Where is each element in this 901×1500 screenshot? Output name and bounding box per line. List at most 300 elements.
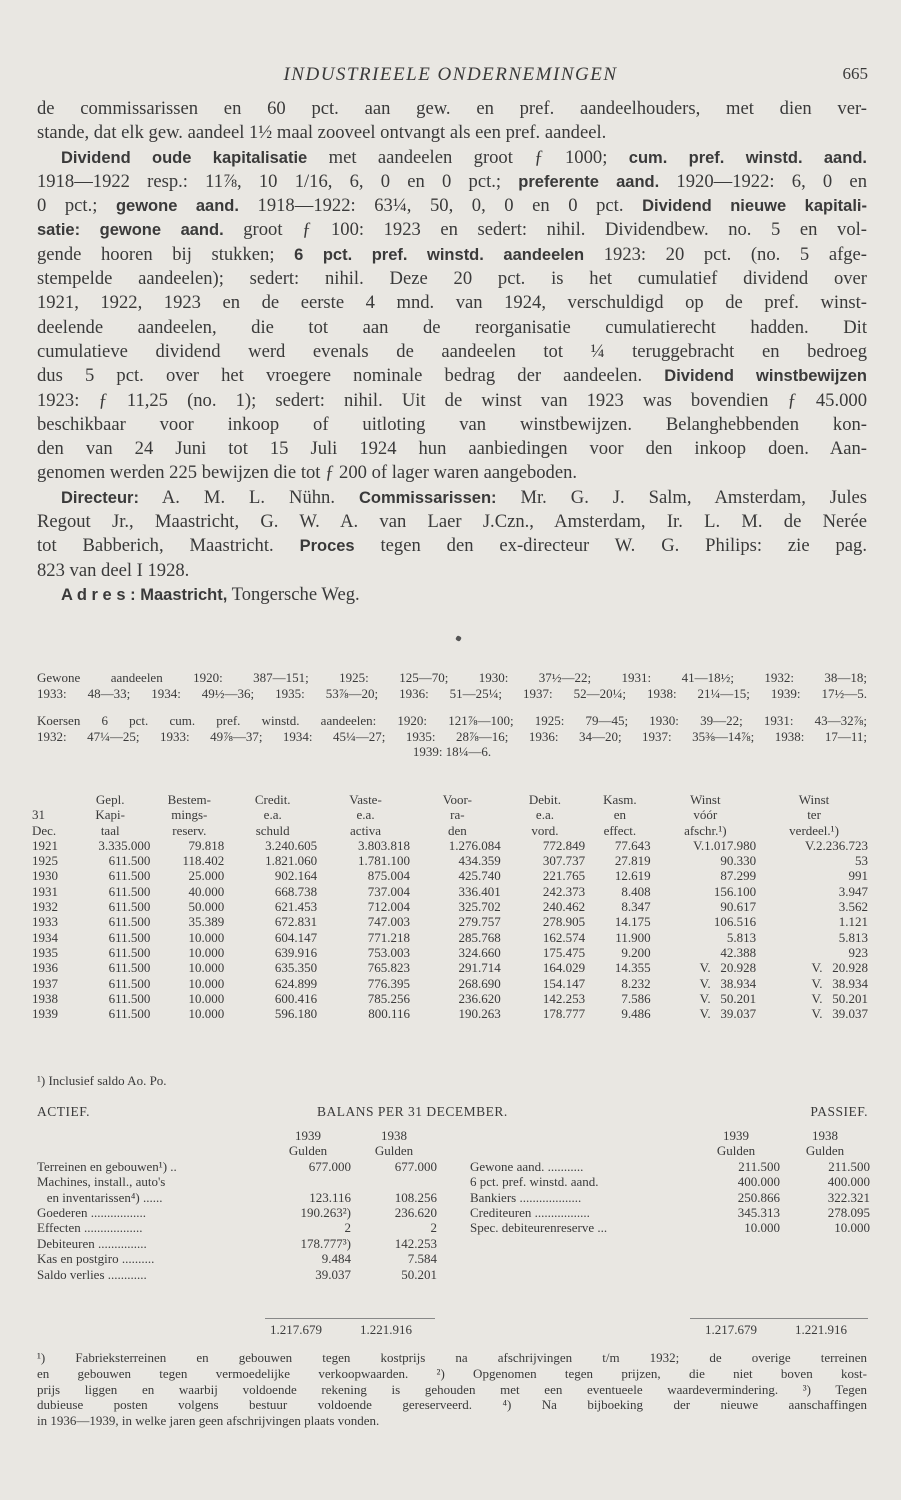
value-cell: V.1.017.980 (693, 837, 757, 853)
value-cell: 425.740 (458, 868, 501, 884)
value-cell: 672.831 (274, 914, 318, 930)
value-cell: 11.900 (615, 929, 651, 945)
table-row (30, 838, 870, 853)
value-cell: 611.500 (108, 944, 151, 960)
text-run: stande, dat elk gew. aandeel 1½ maal zooveel ontvangt als een pref. aandeel. (37, 122, 607, 144)
text-run: A. M. L. Nühn. (138, 486, 359, 508)
balance-row (37, 1267, 437, 1282)
year-cell: 1936 (32, 960, 58, 976)
value-cell: 772.849 (542, 837, 586, 853)
actief-total-1939: 1.217.679 (270, 1322, 322, 1337)
bold-term: gewone aand. (115, 197, 239, 216)
balance-row (37, 1236, 437, 1251)
value-cell: V. 20.928 (699, 960, 757, 976)
passief-total-rule (690, 1318, 868, 1319)
value-1938 (351, 1174, 437, 1189)
value-cell: 611.500 (108, 929, 151, 945)
unit-label: Gulden (374, 1143, 414, 1159)
value-cell: 639.916 (274, 944, 318, 960)
column-header: ter (807, 807, 821, 823)
column-header: schuld (255, 822, 290, 838)
text-line (37, 413, 867, 437)
value-cell: 279.757 (458, 914, 501, 930)
balance-actief (37, 1128, 437, 1282)
balance-row (37, 1205, 437, 1220)
page-header (0, 64, 901, 88)
year-cell: 1935 (32, 944, 58, 960)
text-line (37, 461, 867, 485)
value-cell: 156.100 (713, 883, 757, 899)
text-line (37, 340, 867, 364)
text-line (37, 364, 867, 388)
value-cell: V. 38.934 (699, 975, 757, 991)
text-line (37, 486, 867, 510)
value-cell: 25.000 (188, 868, 225, 884)
footnote-line: dubieuse posten volgens bestuur voldoende gereserveerd. ⁴) Na bijboeking der nieuwe aanschaffingen (37, 1397, 867, 1413)
text-run: beschikbaar voor inkoop of uitloting van winstbewijzen. Belanghebbenden kon- (37, 413, 867, 435)
column-header: ra- (450, 807, 465, 823)
text-line (37, 218, 867, 242)
text-line (37, 534, 867, 558)
value-cell: 87.299 (720, 868, 757, 884)
value-cell: 178.777 (542, 1006, 586, 1022)
value-cell: 10.000 (188, 929, 225, 945)
value-cell: 9.200 (621, 944, 651, 960)
value-cell: 14.175 (614, 914, 651, 930)
balance-row (470, 1174, 870, 1189)
text-run: Regout Jr., Maastricht, G. W. A. van Laer J.Czn., Amsterdam, Ir. L. M. de Nerée (37, 511, 867, 533)
value-cell: 42.388 (720, 944, 757, 960)
column-header: effect. (603, 822, 637, 838)
value-cell: 90.617 (720, 899, 757, 915)
actief-year-row (37, 1128, 437, 1143)
table-row (30, 930, 870, 945)
value-cell: 77.643 (614, 837, 651, 853)
year-1938: 1938 (812, 1128, 838, 1143)
value-cell: 611.500 (108, 868, 151, 884)
unit-label: Gulden (288, 1143, 328, 1159)
value-cell: V.2.236.723 (805, 837, 868, 853)
year-1939: 1939 (295, 1128, 321, 1143)
text-run: de commissarissen en 60 pct. aan gew. en pref. aandeelhouders, met dien ver- (37, 98, 867, 119)
text-run: 1921, 1922, 1923 en de eerste 4 mnd. van 1924, verschuldigd op de pref. winst- (37, 292, 867, 314)
value-cell: 221.765 (542, 868, 586, 884)
column-header (30, 792, 68, 807)
balance-item-label: 6 pct. pref. winstd. aand. (470, 1174, 599, 1190)
value-cell: V. 50.201 (699, 990, 757, 1006)
actief-unit-row (37, 1143, 437, 1158)
text-run: 1918—1922 resp.: 11⅞, 10 1/16, 6, 0 en 0 pct.; (37, 170, 519, 192)
table-row (30, 899, 870, 914)
value-cell: 611.500 (108, 899, 151, 915)
header-row (30, 807, 870, 822)
text-run: Tongersche Weg. (227, 583, 360, 605)
text-line (37, 389, 867, 413)
column-header: Credit. (254, 792, 291, 807)
balance-row (470, 1220, 870, 1235)
text-run: 1923: ƒ 11,25 (no. 1); sedert: nihil. Uit de winst van 1923 was bovendien ƒ 45.000 (37, 389, 867, 411)
balance-row (37, 1190, 437, 1205)
value-cell: 190.263 (458, 1006, 501, 1022)
column-header: Voor- (442, 792, 472, 807)
column-header: vord. (531, 822, 559, 838)
footnote-line: ¹) Fabrieksterreinen en gebouwen tegen kostprijs na afschrijvingen t/m 1932; de overige terreinen (37, 1350, 867, 1365)
year-cell: 1938 (32, 990, 58, 1006)
value-cell: 10.000 (188, 1006, 225, 1022)
value-cell: 3.335.000 (98, 837, 151, 853)
column-header: Gepl. (95, 792, 125, 807)
blank-cell (37, 1143, 265, 1158)
value-1939: 190.263²) (300, 1205, 351, 1221)
value-cell: 712.004 (367, 899, 410, 915)
blank-cell (37, 1128, 265, 1143)
value-cell: 240.462 (542, 899, 586, 915)
value-cell: 771.218 (367, 929, 410, 945)
footnote-line: en gebouwen tegen vermoedelijke verkoopwaarden. ²) Opgenomen tegen prijzen, die niet boven kost- (37, 1365, 867, 1381)
value-cell: 242.373 (542, 883, 586, 899)
balance-item-label: Machines, install., auto's (37, 1174, 166, 1190)
value-cell: 611.500 (108, 853, 151, 869)
value-cell: 268.690 (458, 975, 501, 991)
value-1939: 123.116 (309, 1189, 351, 1205)
text-run: genomen werden 225 bewijzen die tot ƒ 200 of lager waren aangeboden. (37, 462, 578, 484)
value-cell: 611.500 (108, 914, 151, 930)
actief-total-1938: 1.221.916 (360, 1322, 412, 1337)
value-cell: 79.818 (188, 837, 225, 853)
value-1938: 10.000 (834, 1220, 870, 1236)
value-1939: 400.000 (737, 1174, 780, 1190)
balance-item-label: Goederen ................. (37, 1205, 147, 1221)
value-cell: 624.899 (274, 975, 318, 991)
balance-row (470, 1190, 870, 1205)
bold-term: Proces (299, 537, 355, 556)
value-cell: 53 (855, 853, 868, 869)
passief-total-1938: 1.221.916 (795, 1322, 847, 1337)
year-cell: 1937 (32, 975, 58, 991)
bold-term: satie: gewone aand. (37, 221, 224, 240)
table-row (30, 884, 870, 899)
value-cell: 12.619 (614, 868, 651, 884)
passief-year-row (470, 1128, 870, 1143)
value-cell: 1.821.060 (265, 853, 318, 869)
column-header: afschr.¹) (684, 822, 727, 838)
value-cell: 10.000 (188, 960, 225, 976)
table-row (30, 976, 870, 991)
value-cell: 236.620 (458, 990, 501, 1006)
value-1938: 236.620 (394, 1205, 437, 1221)
bold-term: Maastricht, (140, 585, 228, 604)
balance-item-label: Gewone aand. ........... (470, 1158, 584, 1174)
value-cell: 291.714 (458, 960, 501, 976)
balance-item-label: Crediteuren ................. (470, 1205, 590, 1221)
balance-header (0, 1104, 901, 1120)
balance-row (470, 1205, 870, 1220)
text-run: gende hooren bij stukken; (37, 243, 295, 265)
column-header: Winst (798, 792, 830, 807)
value-cell: 596.180 (274, 1006, 318, 1022)
value-1938: 400.000 (827, 1174, 870, 1190)
value-cell: 10.000 (188, 990, 225, 1006)
share-prices-preferred (37, 713, 867, 760)
value-cell: 3.240.605 (265, 837, 318, 853)
bold-term: Directeur: (61, 488, 139, 507)
passief-total-1939: 1.217.679 (705, 1322, 757, 1337)
text-run: cumulatieve dividend werd evenals de aandeelen tot ¼ teruggebracht en bedroeg (37, 340, 867, 362)
value-1938: 108.256 (394, 1189, 437, 1205)
year-cell: 1930 (32, 868, 58, 884)
value-cell: 800.116 (368, 1006, 410, 1022)
value-cell: 164.029 (542, 960, 586, 976)
passief-unit-row (470, 1143, 870, 1158)
table-row (30, 1006, 870, 1021)
column-header: den (447, 822, 467, 838)
value-1939: 39.037 (315, 1266, 351, 1282)
value-cell: V. 39.037 (699, 1006, 757, 1022)
actief-total-rule (265, 1318, 435, 1319)
value-cell: 611.500 (108, 975, 151, 991)
text-line (37, 316, 867, 340)
value-cell: V. 50.201 (811, 990, 868, 1006)
value-1938: 2 (430, 1220, 437, 1236)
value-cell: V. 39.037 (811, 1006, 868, 1022)
balance-title: BALANS PER 31 DECEMBER. (317, 1104, 508, 1119)
value-cell: 336.401 (458, 883, 501, 899)
footnote-line: in 1936—1939, in welke jaren geen afschrijvingen plaats vonden. (37, 1413, 380, 1429)
value-cell: 668.738 (274, 883, 318, 899)
value-cell: 50.000 (188, 899, 225, 915)
value-cell: 3.947 (838, 883, 868, 899)
value-cell: 765.823 (367, 960, 410, 976)
value-cell: 9.486 (621, 1006, 651, 1022)
column-header: e.a. (263, 807, 282, 823)
value-cell: 621.453 (274, 899, 318, 915)
value-cell: 1.276.084 (448, 837, 501, 853)
column-header: vóór (693, 807, 718, 823)
unit-label: Gulden (716, 1143, 756, 1159)
value-cell: 10.000 (188, 975, 225, 991)
value-1939: 178.777³) (300, 1235, 351, 1251)
value-cell: 278.905 (542, 914, 586, 930)
value-cell: 776.395 (367, 975, 410, 991)
balance-row (37, 1220, 437, 1235)
table-row (30, 868, 870, 883)
balance-item-label: Kas en postgiro .......... (37, 1251, 155, 1267)
value-cell: 118.402 (182, 853, 225, 869)
value-cell: V. 38.934 (811, 975, 868, 991)
value-cell: 10.000 (188, 944, 225, 960)
column-header: Debit. (528, 792, 562, 807)
company-description (37, 97, 867, 607)
bold-term: Commissarissen: (358, 488, 497, 507)
value-cell: 875.004 (367, 868, 410, 884)
value-cell: 90.330 (720, 853, 757, 869)
value-cell: 324.660 (458, 944, 501, 960)
price-line: 1933: 48—33; 1934: 49½—36; 1935: 53⅞—20; 1936: 51—25¼; 1937: 52—20¼; 1938: 21¼—15; 1939: 17½—5. (37, 685, 867, 701)
financial-table (30, 792, 870, 1021)
column-header: Kapi- (95, 807, 125, 823)
year-cell: 1932 (32, 899, 58, 915)
value-1938: 142.253 (394, 1235, 437, 1251)
table-row (30, 991, 870, 1006)
column-header: 31 (32, 807, 45, 823)
balance-item-label: en inventarissen⁴) ...... (37, 1189, 163, 1205)
column-header: e.a. (535, 807, 554, 823)
value-cell: 600.416 (274, 990, 318, 1006)
value-cell: 325.702 (458, 899, 501, 915)
balance-item-label: Bankiers ................... (470, 1189, 582, 1205)
balance-item-label: Terreinen en gebouwen¹) .. (37, 1158, 177, 1174)
value-cell: 635.350 (274, 960, 318, 976)
value-1938: 211.500 (828, 1158, 870, 1174)
year-1939: 1939 (723, 1128, 749, 1143)
blank-cell (470, 1128, 692, 1143)
text-run: stempelde aandeelen); sedert: nihil. Deze 20 pct. is het cumulatief dividend over (37, 268, 867, 290)
bold-term: Dividend winstbewijzen (664, 367, 867, 386)
share-prices-common (37, 670, 867, 701)
value-cell: 8.347 (621, 899, 651, 915)
value-1938: 677.000 (394, 1158, 437, 1174)
column-header: Dec. (32, 822, 57, 838)
value-cell: 106.516 (713, 914, 757, 930)
column-header: activa (350, 822, 382, 838)
value-cell: 747.003 (367, 914, 410, 930)
column-header: e.a. (356, 807, 375, 823)
value-1939: 677.000 (308, 1158, 351, 1174)
column-header: Kasm. (603, 792, 637, 807)
value-cell: 753.003 (367, 944, 410, 960)
value-cell: 604.147 (274, 929, 318, 945)
value-cell: 162.574 (542, 929, 586, 945)
value-1939: 2 (344, 1220, 351, 1236)
balance-item-label: Spec. debiteurenreserve ... (470, 1220, 608, 1236)
text-run: tegen den ex-directeur W. G. Philips: zie pag. (354, 535, 867, 557)
column-header: en (613, 807, 626, 823)
value-cell: 5.813 (838, 929, 868, 945)
running-title: INDUSTRIEELE ONDERNEMINGEN (283, 64, 618, 85)
text-run: den van 24 Juni tot 15 Juli 1924 hun aanbiedingen voor den inkoop doen. Aan- (37, 438, 867, 460)
page-number: 665 (842, 64, 868, 83)
balance-footnotes (37, 1350, 867, 1429)
column-header: reserv. (172, 822, 207, 838)
text-line (37, 267, 867, 291)
column-header: Bestem- (167, 792, 211, 807)
year-cell: 1921 (32, 837, 58, 853)
value-cell: 1.121 (838, 914, 868, 930)
text-run: met aandeelen groot ƒ 1000; (307, 146, 629, 168)
value-1938: 322.321 (827, 1189, 870, 1205)
actief-label: ACTIEF. (37, 1104, 91, 1119)
table-row (30, 945, 870, 960)
value-cell: 1.781.100 (357, 853, 410, 869)
value-cell: V. 20.928 (811, 960, 868, 976)
text-line (37, 194, 867, 218)
text-line (37, 583, 867, 607)
bold-term: Dividend nieuwe kapitali- (642, 197, 867, 216)
value-cell: 307.737 (542, 853, 586, 869)
header-row (30, 792, 870, 807)
value-cell: 175.475 (542, 944, 586, 960)
value-1939 (265, 1174, 351, 1189)
price-line: Gewone aandeelen 1920: 387—151; 1925: 125—70; 1930: 37½—22; 1931: 41—18½; 1932: 38—18; (37, 670, 867, 685)
unit-label: Gulden (805, 1143, 845, 1159)
balance-row (37, 1174, 437, 1189)
value-cell: 142.253 (542, 990, 586, 1006)
balance-item-label: Debiteuren ............... (37, 1235, 147, 1251)
balance-row (37, 1251, 437, 1266)
value-cell: 902.164 (274, 868, 318, 884)
year-cell: 1933 (32, 914, 58, 930)
text-line (37, 121, 867, 145)
text-run: 1923: 20 pct. (no. 5 afge- (584, 243, 867, 265)
column-header: mings- (171, 807, 208, 823)
value-cell: 737.004 (367, 883, 410, 899)
text-line (37, 291, 867, 315)
text-run: dus 5 pct. over het vroegere nominale bedrag der aandeelen. (37, 365, 665, 387)
balance-row (470, 1159, 870, 1174)
value-cell: 611.500 (108, 883, 151, 899)
value-1938: 50.201 (401, 1266, 437, 1282)
text-line (37, 170, 867, 194)
ink-mark (455, 635, 462, 642)
text-run: 0 pct.; (37, 195, 116, 217)
balance-item-label: Saldo verlies ............ (37, 1266, 147, 1282)
column-header: taal (100, 822, 120, 838)
bold-term: cum. pref. winstd. aand. (628, 148, 867, 167)
text-line (37, 437, 867, 461)
text-run: tot Babberich, Maastricht. (37, 535, 300, 557)
value-cell: 35.389 (188, 914, 225, 930)
value-cell: 434.359 (458, 853, 501, 869)
value-cell: 611.500 (108, 990, 151, 1006)
year-cell: 1934 (32, 929, 58, 945)
text-run: 1920—1922: 6, 0 en (659, 170, 867, 192)
text-line (37, 510, 867, 534)
value-cell: 154.147 (542, 975, 586, 991)
table-footnote: ¹) Inclusief saldo Ao. Po. (37, 1073, 167, 1088)
value-cell: 611.500 (108, 1006, 151, 1022)
year-cell: 1939 (32, 1006, 58, 1022)
bold-term: preferente aand. (518, 172, 660, 191)
value-1939: 250.866 (737, 1189, 780, 1205)
value-cell: 285.768 (458, 929, 501, 945)
value-cell: 991 (848, 868, 868, 884)
column-header: Winst (690, 792, 721, 807)
value-cell: 611.500 (108, 960, 151, 976)
text-run: groot ƒ 100: 1923 en sedert: nihil. Dividendbew. no. 5 en vol- (223, 219, 867, 241)
value-cell: 3.803.818 (357, 837, 410, 853)
value-cell: 27.819 (614, 853, 651, 869)
price-line: Koersen 6 pct. cum. pref. winstd. aandeelen: 1920: 121⅞—100; 1925: 79—45; 1930: 39—22; 1931: 43—32⅞; (37, 713, 867, 728)
price-line: 1932: 47¼—25; 1933: 49⅞—37; 1934: 45¼—27; 1935: 28⅞—16; 1936: 34—20; 1937: 35⅜—14⅞; 1938: 17—11; (37, 728, 867, 744)
text-run: 823 van deel I 1928. (37, 559, 190, 581)
text-line (37, 146, 867, 170)
value-1938: 278.095 (827, 1205, 870, 1221)
text-line (37, 97, 867, 121)
value-cell: 7.586 (621, 990, 651, 1006)
text-run: Mr. G. J. Salm, Amsterdam, Jules (496, 486, 867, 508)
value-cell: 5.813 (726, 929, 757, 945)
bold-term: 6 pct. pref. winstd. aandeelen (294, 245, 585, 264)
header-row (30, 823, 870, 838)
year-cell: 1925 (32, 853, 58, 869)
value-cell: 8.232 (621, 975, 651, 991)
column-header: Vaste- (349, 792, 382, 807)
footnote-line: prijs liggen en waarbij voldoende rekening is gehouden met een eventueele waardevermindering. ³) Tegen (37, 1381, 867, 1397)
text-line (37, 243, 867, 267)
value-cell: 3.562 (838, 899, 868, 915)
balance-item-label: Effecten .................. (37, 1220, 143, 1236)
bold-term: A d r e s : (61, 585, 136, 604)
